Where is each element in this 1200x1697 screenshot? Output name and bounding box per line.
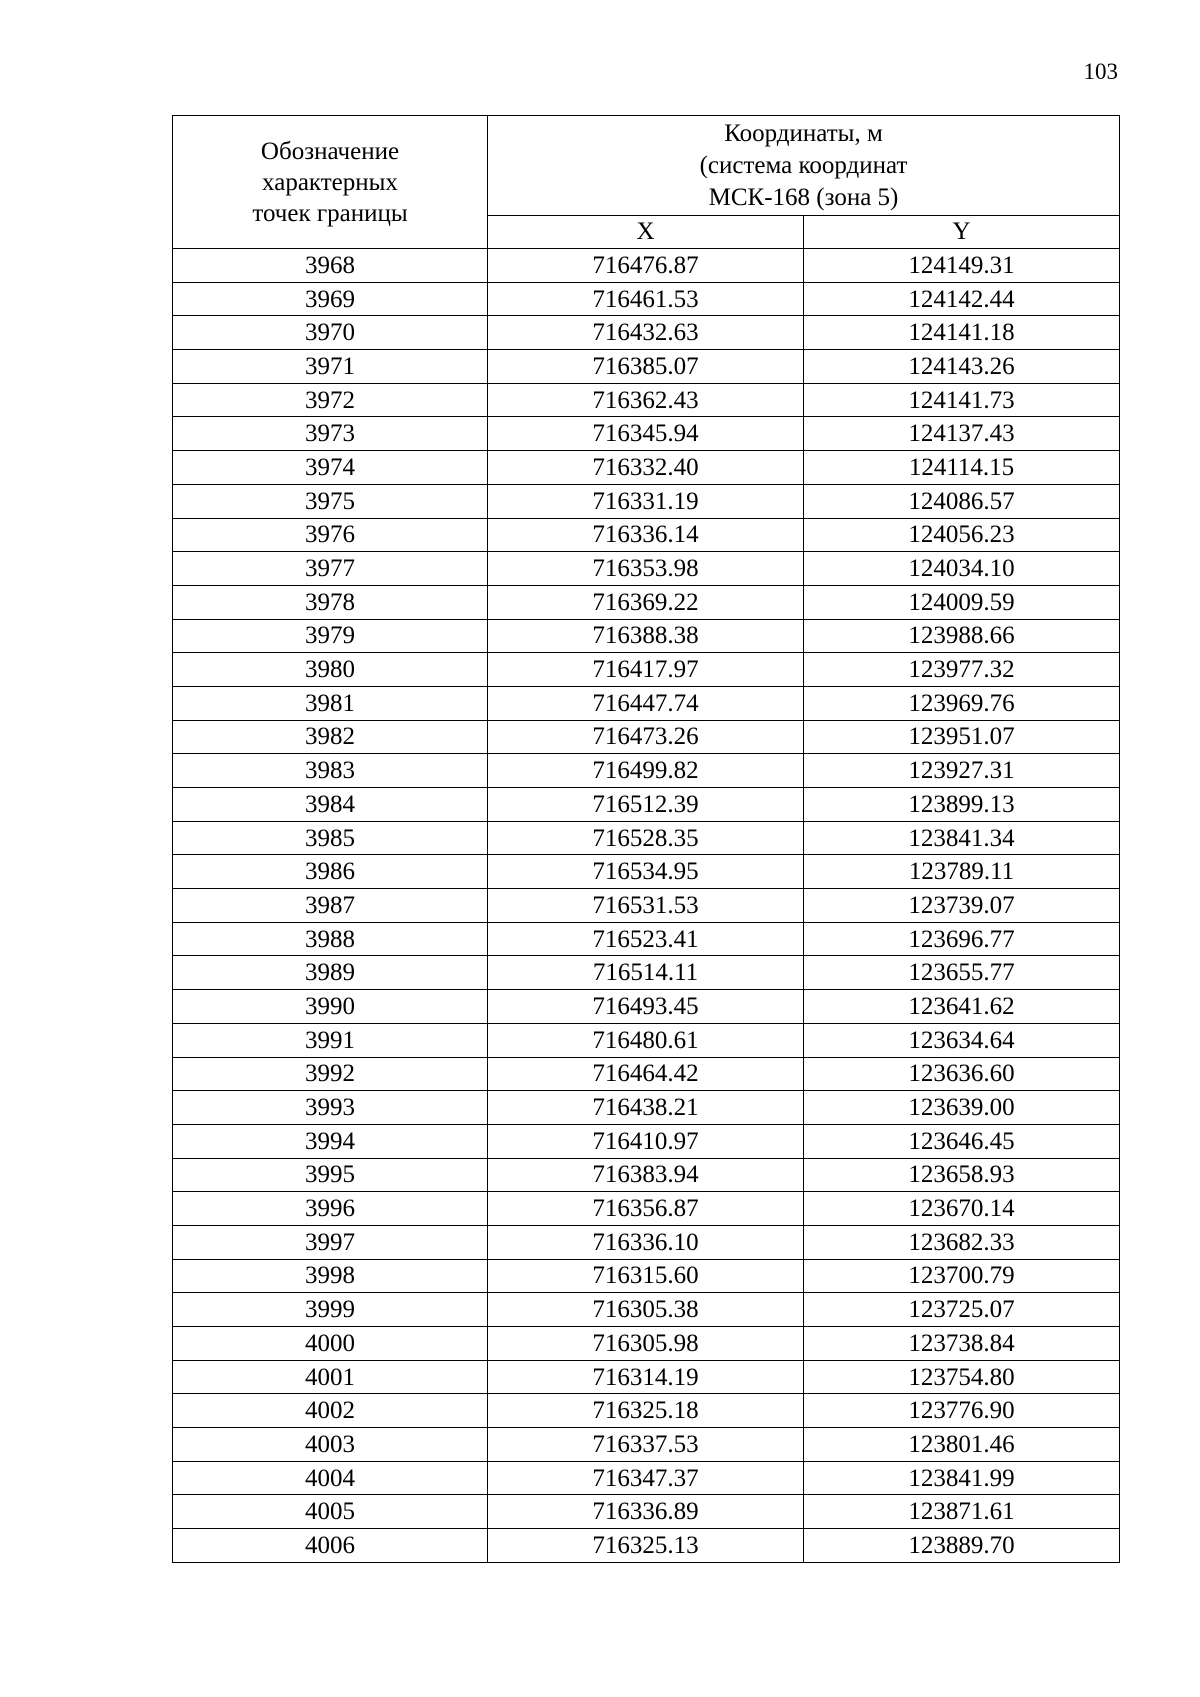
point-id-cell: 3991 — [173, 1023, 488, 1057]
x-coordinate-cell: 716325.18 — [488, 1394, 804, 1428]
x-coordinate-cell: 716336.14 — [488, 518, 804, 552]
point-id-cell: 3995 — [173, 1158, 488, 1192]
y-coordinate-cell: 123700.79 — [804, 1259, 1120, 1293]
y-coordinate-cell: 123641.62 — [804, 990, 1120, 1024]
x-coordinate-cell: 716345.94 — [488, 417, 804, 451]
y-coordinate-cell: 123655.77 — [804, 956, 1120, 990]
x-coordinate-cell: 716514.11 — [488, 956, 804, 990]
point-id-cell: 3993 — [173, 1091, 488, 1125]
y-coordinate-cell: 123754.80 — [804, 1360, 1120, 1394]
table-row — [173, 990, 1120, 1024]
table-row — [173, 1394, 1120, 1428]
x-coordinate-cell: 716473.26 — [488, 720, 804, 754]
x-coordinate-cell: 716461.53 — [488, 282, 804, 316]
point-id-cell: 3975 — [173, 484, 488, 518]
table-row — [173, 1158, 1120, 1192]
y-coordinate-cell: 123801.46 — [804, 1428, 1120, 1462]
point-id-cell: 3986 — [173, 855, 488, 889]
header-coordinates: Координаты, м (система координат МСК-168 (зона 5) — [488, 116, 1120, 216]
table-row — [173, 585, 1120, 619]
point-id-cell: 3972 — [173, 383, 488, 417]
x-coordinate-cell: 716369.22 — [488, 585, 804, 619]
y-coordinate-cell: 123725.07 — [804, 1293, 1120, 1327]
y-coordinate-cell: 123682.33 — [804, 1225, 1120, 1259]
y-coordinate-cell: 123696.77 — [804, 922, 1120, 956]
table-row — [173, 788, 1120, 822]
y-coordinate-cell: 124009.59 — [804, 585, 1120, 619]
y-coordinate-cell: 123889.70 — [804, 1529, 1120, 1563]
point-id-cell: 3985 — [173, 821, 488, 855]
table-row — [173, 653, 1120, 687]
table-row — [173, 1124, 1120, 1158]
x-coordinate-cell: 716512.39 — [488, 788, 804, 822]
x-coordinate-cell: 716528.35 — [488, 821, 804, 855]
table-row — [173, 451, 1120, 485]
x-coordinate-cell: 716314.19 — [488, 1360, 804, 1394]
table-row — [173, 1057, 1120, 1091]
x-coordinate-cell: 716362.43 — [488, 383, 804, 417]
x-coordinate-cell: 716383.94 — [488, 1158, 804, 1192]
table-row — [173, 1428, 1120, 1462]
header-row — [173, 116, 1120, 216]
table-row — [173, 1461, 1120, 1495]
y-coordinate-cell: 123789.11 — [804, 855, 1120, 889]
table-row — [173, 1259, 1120, 1293]
x-coordinate-cell: 716480.61 — [488, 1023, 804, 1057]
y-coordinate-cell: 123658.93 — [804, 1158, 1120, 1192]
y-coordinate-cell: 124141.18 — [804, 316, 1120, 350]
point-id-cell: 3969 — [173, 282, 488, 316]
point-id-cell: 3978 — [173, 585, 488, 619]
point-id-cell: 4001 — [173, 1360, 488, 1394]
x-coordinate-cell: 716493.45 — [488, 990, 804, 1024]
x-coordinate-cell: 716356.87 — [488, 1192, 804, 1226]
page-number: 103 — [1083, 59, 1118, 84]
x-coordinate-cell: 716332.40 — [488, 451, 804, 485]
y-coordinate-cell: 123738.84 — [804, 1327, 1120, 1361]
x-coordinate-cell: 716305.98 — [488, 1327, 804, 1361]
x-coordinate-cell: 716438.21 — [488, 1091, 804, 1125]
point-id-cell: 3998 — [173, 1259, 488, 1293]
table-row — [173, 1023, 1120, 1057]
y-coordinate-cell: 123927.31 — [804, 754, 1120, 788]
y-coordinate-cell: 124034.10 — [804, 552, 1120, 586]
y-coordinate-cell: 123639.00 — [804, 1091, 1120, 1125]
point-id-cell: 3971 — [173, 350, 488, 384]
table-row — [173, 1192, 1120, 1226]
point-id-cell: 3994 — [173, 1124, 488, 1158]
table-row — [173, 383, 1120, 417]
x-coordinate-cell: 716385.07 — [488, 350, 804, 384]
x-coordinate-cell: 716410.97 — [488, 1124, 804, 1158]
y-coordinate-cell: 124137.43 — [804, 417, 1120, 451]
table-row — [173, 417, 1120, 451]
x-coordinate-cell: 716388.38 — [488, 619, 804, 653]
x-coordinate-cell: 716523.41 — [488, 922, 804, 956]
table-row — [173, 686, 1120, 720]
x-coordinate-cell: 716464.42 — [488, 1057, 804, 1091]
table-row — [173, 1225, 1120, 1259]
table-row — [173, 1529, 1120, 1563]
table-header — [173, 116, 1120, 249]
y-coordinate-cell: 123988.66 — [804, 619, 1120, 653]
table-row — [173, 484, 1120, 518]
point-id-cell: 3997 — [173, 1225, 488, 1259]
y-coordinate-cell: 123969.76 — [804, 686, 1120, 720]
x-coordinate-cell: 716417.97 — [488, 653, 804, 687]
point-id-cell: 3982 — [173, 720, 488, 754]
x-coordinate-cell: 716325.13 — [488, 1529, 804, 1563]
y-coordinate-cell: 124086.57 — [804, 484, 1120, 518]
table-body — [173, 249, 1120, 1563]
table-row — [173, 619, 1120, 653]
point-id-cell: 3988 — [173, 922, 488, 956]
table-row — [173, 1293, 1120, 1327]
point-id-cell: 4000 — [173, 1327, 488, 1361]
table-row — [173, 754, 1120, 788]
y-coordinate-cell: 123841.34 — [804, 821, 1120, 855]
table-row — [173, 922, 1120, 956]
header-y: Y — [804, 216, 1120, 249]
y-coordinate-cell: 124114.15 — [804, 451, 1120, 485]
y-coordinate-cell: 123646.45 — [804, 1124, 1120, 1158]
y-coordinate-cell: 123871.61 — [804, 1495, 1120, 1529]
point-id-cell: 3976 — [173, 518, 488, 552]
point-id-cell: 3983 — [173, 754, 488, 788]
table-row — [173, 1091, 1120, 1125]
point-id-cell: 3981 — [173, 686, 488, 720]
x-coordinate-cell: 716347.37 — [488, 1461, 804, 1495]
table-row — [173, 518, 1120, 552]
point-id-cell: 3996 — [173, 1192, 488, 1226]
point-id-cell: 3999 — [173, 1293, 488, 1327]
table-row — [173, 956, 1120, 990]
x-coordinate-cell: 716336.89 — [488, 1495, 804, 1529]
coordinates-table — [172, 115, 1120, 1563]
table-row — [173, 1327, 1120, 1361]
table-row — [173, 720, 1120, 754]
y-coordinate-cell: 123951.07 — [804, 720, 1120, 754]
table-row — [173, 1360, 1120, 1394]
point-id-cell: 3977 — [173, 552, 488, 586]
table-row — [173, 855, 1120, 889]
point-id-cell: 3970 — [173, 316, 488, 350]
point-id-cell: 3990 — [173, 990, 488, 1024]
y-coordinate-cell: 124149.31 — [804, 249, 1120, 283]
y-coordinate-cell: 123899.13 — [804, 788, 1120, 822]
point-id-cell: 4003 — [173, 1428, 488, 1462]
y-coordinate-cell: 124141.73 — [804, 383, 1120, 417]
table-row — [173, 350, 1120, 384]
header-point-designation: Обозначение характерных точек границы — [173, 116, 488, 249]
point-id-cell: 3968 — [173, 249, 488, 283]
y-coordinate-cell: 124142.44 — [804, 282, 1120, 316]
point-id-cell: 3974 — [173, 451, 488, 485]
point-id-cell: 3984 — [173, 788, 488, 822]
table-row — [173, 1495, 1120, 1529]
x-coordinate-cell: 716315.60 — [488, 1259, 804, 1293]
y-coordinate-cell: 123739.07 — [804, 889, 1120, 923]
point-id-cell: 3989 — [173, 956, 488, 990]
y-coordinate-cell: 124056.23 — [804, 518, 1120, 552]
point-id-cell: 4002 — [173, 1394, 488, 1428]
x-coordinate-cell: 716447.74 — [488, 686, 804, 720]
y-coordinate-cell: 124143.26 — [804, 350, 1120, 384]
table-row — [173, 282, 1120, 316]
point-id-cell: 3987 — [173, 889, 488, 923]
point-id-cell: 3980 — [173, 653, 488, 687]
x-coordinate-cell: 716305.38 — [488, 1293, 804, 1327]
x-coordinate-cell: 716336.10 — [488, 1225, 804, 1259]
table-row — [173, 316, 1120, 350]
y-coordinate-cell: 123977.32 — [804, 653, 1120, 687]
x-coordinate-cell: 716353.98 — [488, 552, 804, 586]
y-coordinate-cell: 123634.64 — [804, 1023, 1120, 1057]
table-row — [173, 889, 1120, 923]
y-coordinate-cell: 123841.99 — [804, 1461, 1120, 1495]
x-coordinate-cell: 716337.53 — [488, 1428, 804, 1462]
x-coordinate-cell: 716531.53 — [488, 889, 804, 923]
y-coordinate-cell: 123636.60 — [804, 1057, 1120, 1091]
point-id-cell: 3992 — [173, 1057, 488, 1091]
x-coordinate-cell: 716499.82 — [488, 754, 804, 788]
y-coordinate-cell: 123670.14 — [804, 1192, 1120, 1226]
x-coordinate-cell: 716432.63 — [488, 316, 804, 350]
header-x: X — [488, 216, 804, 249]
x-coordinate-cell: 716534.95 — [488, 855, 804, 889]
point-id-cell: 4004 — [173, 1461, 488, 1495]
y-coordinate-cell: 123776.90 — [804, 1394, 1120, 1428]
point-id-cell: 4006 — [173, 1529, 488, 1563]
table-row — [173, 249, 1120, 283]
point-id-cell: 4005 — [173, 1495, 488, 1529]
point-id-cell: 3973 — [173, 417, 488, 451]
table-row — [173, 821, 1120, 855]
table-row — [173, 552, 1120, 586]
point-id-cell: 3979 — [173, 619, 488, 653]
x-coordinate-cell: 716331.19 — [488, 484, 804, 518]
x-coordinate-cell: 716476.87 — [488, 249, 804, 283]
